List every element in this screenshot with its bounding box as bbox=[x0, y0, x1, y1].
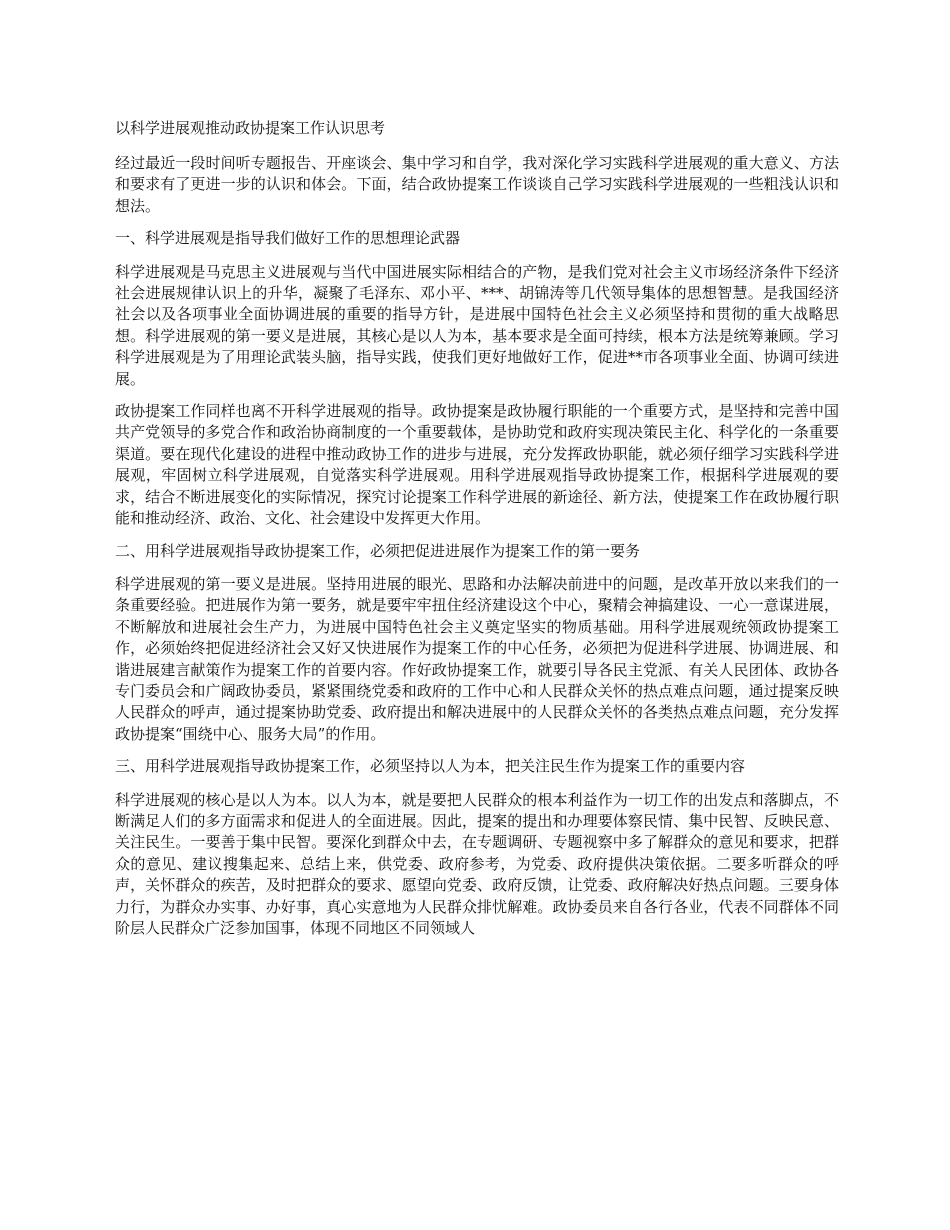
section-3-paragraph-1: 科学进展观的核心是以人为本。以人为本，就是要把人民群众的根本利益作为一切工作的出发点和落脚点，不断满足人们的多方面需求和促进人的全面进展。因此，提案的提出和办理要体察民情、集中民智、反映民意、关注民生。一要善于集中民智。要深化到群众中去，在专题调研、专题视察中多了解群众的意见和要求，把群众的意见、建议搜集起来、总结上来，供党委、政府参考，为党委、政府提供决策依据。二要多听群众的呼声，关怀群众的疾苦，及时把群众的要求、愿望向党委、政府反馈，让党委、政府解决好热点问题。三要身体力行，为群众办实事、办好事，真心实意地为人民群众排忧解难。政协委员来自各行各业，代表不同群体不同阶层人民群众广泛参加国事，体现不同地区不同领域人 bbox=[115, 790, 839, 937]
section-1-paragraph-1: 科学进展观是马克思主义进展观与当代中国进展实际相结合的产物，是我们党对社会主义市场经济条件下经济社会进展规律认识上的升华，凝聚了毛泽东、邓小平、***、胡锦涛等几代领导集体的思想智慧。是我国经济社会以及各项事业全面协调进展的重要的指导方针，是进展中国特色社会主义必须坚持和贯彻的重大战略思想。科学进展观的第一要义是进展，其核心是以人为本，基本要求是全面可持续，根本方法是统筹兼顾。学习科学进展观是为了用理论武装头脑，指导实践，使我们更好地做好工作，促进**市各项事业全面、协调可续进展。 bbox=[115, 262, 839, 388]
document-page bbox=[115, 118, 839, 950]
section-2-heading: 二、用科学进展观指导政协提案工作，必须把促进进展作为提案工作的第一要务 bbox=[115, 541, 641, 560]
section-2-paragraph-1: 科学进展观的第一要义是进展。坚持用进展的眼光、思路和办法解决前进中的问题，是改革开放以来我们的一条重要经验。把进展作为第一要务，就是要牢牢扭住经济建设这个中心，聚精会神搞建设、一心一意谋进展，不断解放和进展社会生产力，为进展中国特色社会主义奠定坚实的物质基础。用科学进展观统领政协提案工作，必须始终把促进经济社会又好又快进展作为提案工作的中心任务，必须把为促进科学进展、协调进展、和谐进展建言献策作为提案工作的首要内容。作好政协提案工作，就要引导各民主党派、有关人民团体、政协各专门委员会和广阔政协委员，紧紧围绕党委和政府的工作中心和人民群众关怀的热点难点问题，通过提案反映人民群众的呼声，通过提案协助党委、政府提出和解决进展中的人民群众关怀的各类热点难点问题，充分发挥政协提案“围绕中心、服务大局”的作用。 bbox=[115, 574, 839, 743]
section-1-paragraph-2: 政协提案工作同样也离不开科学进展观的指导。政协提案是政协履行职能的一个重要方式，是坚持和完善中国共产党领导的多党合作和政治协商制度的一个重要载体，是协助党和政府实现决策民主化、科学化的一条重要渠道。要在现代化建设的进程中推动政协工作的进步与进展，充分发挥政协职能，就必须仔细学习实践科学进展观，牢固树立科学进展观，自觉落实科学进展观。用科学进展观指导政协提案工作，根据科学进展观的要求，结合不断进展变化的实际情况，探究讨论提案工作科学进展的新途径、新方法，使提案工作在政协履行职能和推动经济、政治、文化、社会建设中发挥更大作用。 bbox=[115, 402, 839, 528]
intro-paragraph: 经过最近一段时间听专题报告、开座谈会、集中学习和自学，我对深化学习实践科学进展观的重大意义、方法和要求有了更进一步的认识和体会。下面，结合政协提案工作谈谈自己学习实践科学进展观的一些粗浅认识和想法。 bbox=[115, 154, 839, 215]
section-1-heading: 一、科学进展观是指导我们做好工作的思想理论武器 bbox=[115, 229, 461, 248]
section-3-heading: 三、用科学进展观指导政协提案工作，必须坚持以人为本，把关注民生作为提案工作的重要内容 bbox=[115, 757, 746, 776]
document-title: 以科学进展观推动政协提案工作认识思考 bbox=[115, 119, 386, 137]
